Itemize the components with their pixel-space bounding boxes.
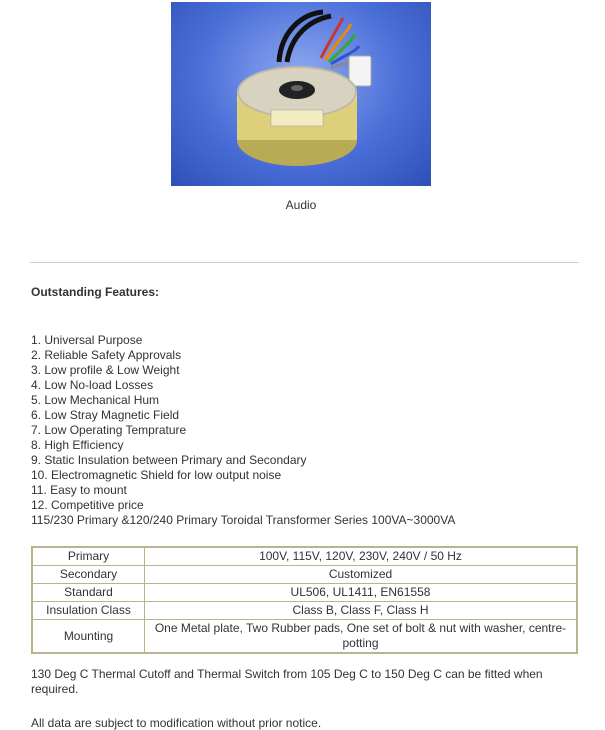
table-row — [33, 602, 576, 619]
product-photo — [171, 2, 431, 186]
table-row — [33, 548, 576, 565]
disclaimer-note: All data are subject to modification without prior notice. — [31, 716, 322, 730]
spec-label: Primary — [33, 548, 144, 565]
list-item: 9. Static Insulation between Primary and Secondary — [31, 453, 307, 467]
list-item: 8. High Efficiency — [31, 438, 124, 452]
list-item: 2. Reliable Safety Approvals — [31, 348, 182, 362]
list-item: 1. Universal Purpose — [31, 333, 143, 347]
spec-value: Class B, Class F, Class H — [145, 602, 576, 619]
spec-value: Customized — [145, 566, 576, 583]
divider — [30, 262, 579, 263]
spec-label: Standard — [33, 584, 144, 601]
table-row — [33, 566, 576, 583]
list-item: 115/230 Primary &120/240 Primary Toroidal Transformer Series 100VA~3000VA — [31, 513, 456, 527]
features-heading: Outstanding Features: — [31, 285, 160, 299]
table-row — [33, 620, 576, 652]
spec-label: Secondary — [33, 566, 144, 583]
toroidal-transformer-image — [171, 2, 431, 186]
list-item: 5. Low Mechanical Hum — [31, 393, 160, 407]
list-item: 12. Competitive price — [31, 498, 144, 512]
spec-value: 100V, 115V, 120V, 230V, 240V / 50 Hz — [145, 548, 576, 565]
product-caption: Audio — [285, 198, 317, 212]
specs-table — [31, 546, 578, 654]
spec-label: Insulation Class — [33, 602, 144, 619]
list-item: 3. Low profile & Low Weight — [31, 363, 180, 377]
list-item: 7. Low Operating Temprature — [31, 423, 187, 437]
list-item: 4. Low No-load Losses — [31, 378, 154, 392]
thermal-note: 130 Deg C Thermal Cutoff and Thermal Switch from 105 Deg C to 150 Deg C can be fitted when required. — [31, 667, 543, 696]
spec-value: One Metal plate, Two Rubber pads, One set of bolt & nut with washer, centre-potting — [145, 620, 576, 652]
features-list — [31, 333, 455, 528]
list-item: 10. Electromagnetic Shield for low output noise — [31, 468, 282, 482]
table-row — [33, 584, 576, 601]
list-item: 11. Easy to mount — [31, 483, 127, 497]
spec-value: UL506, UL1411, EN61558 — [145, 584, 576, 601]
list-item: 6. Low Stray Magnetic Field — [31, 408, 180, 422]
spec-label: Mounting — [33, 620, 144, 652]
